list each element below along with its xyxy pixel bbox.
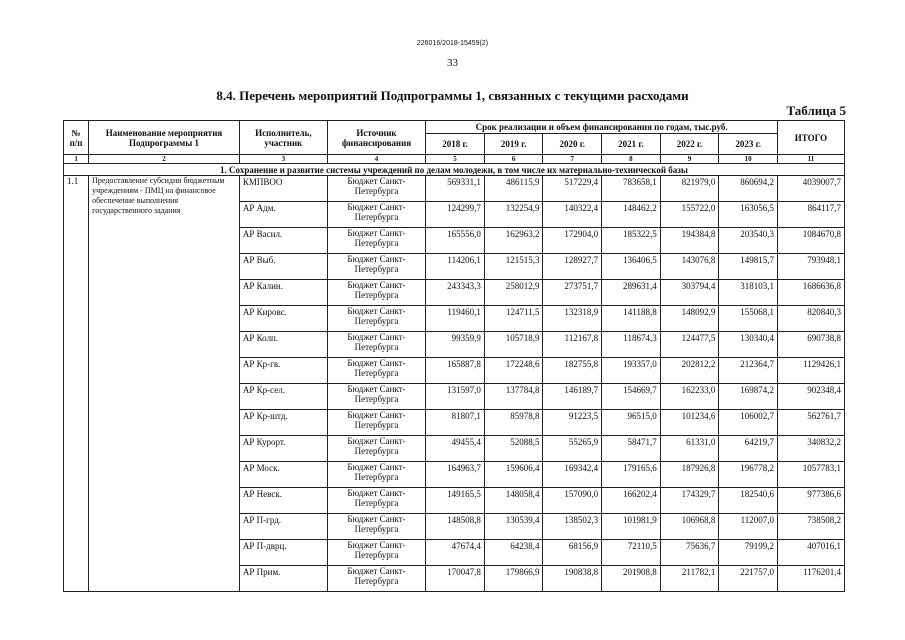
executor-cell: КМПВОО: [239, 176, 327, 202]
year-value-cell: 273751,7: [543, 280, 602, 306]
year-value-cell: 165887,8: [426, 358, 485, 384]
year-value-cell: 201908,8: [602, 566, 661, 592]
table-row: [64, 176, 845, 202]
year-value-cell: 132318,9: [543, 306, 602, 332]
source-cell: Бюджет Санкт-Петербурга: [327, 566, 425, 592]
column-number: 9: [660, 155, 719, 164]
year-value-cell: 124299,7: [426, 202, 485, 228]
total-cell: 407016,1: [777, 540, 844, 566]
year-value-cell: 182540,6: [719, 488, 778, 514]
header-year: 2019 г.: [484, 134, 543, 155]
year-value-cell: 169342,4: [543, 462, 602, 488]
header-year: 2023 г.: [719, 134, 778, 155]
year-value-cell: 569331,1: [426, 176, 485, 202]
year-value-cell: 166202,4: [602, 488, 661, 514]
year-value-cell: 243343,3: [426, 280, 485, 306]
year-value-cell: 55265,9: [543, 436, 602, 462]
year-value-cell: 182755,8: [543, 358, 602, 384]
source-cell: Бюджет Санкт-Петербурга: [327, 384, 425, 410]
total-cell: 977386,6: [777, 488, 844, 514]
year-value-cell: 105718,9: [484, 332, 543, 358]
executor-cell: АР Кр-штд.: [239, 410, 327, 436]
year-value-cell: 190838,8: [543, 566, 602, 592]
year-value-cell: 138502,3: [543, 514, 602, 540]
executor-cell: АР П-грд.: [239, 514, 327, 540]
year-value-cell: 162963,2: [484, 228, 543, 254]
header-executor: Исполнитель, участник: [239, 121, 327, 155]
total-cell: 864117,7: [777, 202, 844, 228]
year-value-cell: 114206,1: [426, 254, 485, 280]
year-value-cell: 85978,8: [484, 410, 543, 436]
total-cell: 793948,1: [777, 254, 844, 280]
year-value-cell: 106968,8: [660, 514, 719, 540]
year-value-cell: 146189,7: [543, 384, 602, 410]
year-value-cell: 172904,0: [543, 228, 602, 254]
item-name: Предоставление субсидии бюджетным учреждениям - ПМЦ на финансовое обеспечение выполнения государственного задания: [89, 176, 240, 592]
executor-cell: АР Кр-гв.: [239, 358, 327, 384]
year-value-cell: 211782,1: [660, 566, 719, 592]
year-value-cell: 174329,7: [660, 488, 719, 514]
year-value-cell: 130340,4: [719, 332, 778, 358]
year-value-cell: 318103,1: [719, 280, 778, 306]
executor-cell: АР Колп.: [239, 332, 327, 358]
executor-cell: АР Невск.: [239, 488, 327, 514]
year-value-cell: 58471,7: [602, 436, 661, 462]
header-year: 2022 г.: [660, 134, 719, 155]
header-year: 2021 г.: [602, 134, 661, 155]
year-value-cell: 68156,9: [543, 540, 602, 566]
header-period: Срок реализации и объем финансирования по годам, тыс.руб.: [426, 121, 778, 134]
executor-cell: АР Прим.: [239, 566, 327, 592]
total-cell: 340832,2: [777, 436, 844, 462]
executor-cell: АР Адм.: [239, 202, 327, 228]
total-cell: 4039007,7: [777, 176, 844, 202]
total-cell: 820840,3: [777, 306, 844, 332]
year-value-cell: 131597,0: [426, 384, 485, 410]
year-value-cell: 47674,4: [426, 540, 485, 566]
total-cell: 738508,2: [777, 514, 844, 540]
header-total: ИТОГО: [777, 121, 844, 155]
year-value-cell: 187926,8: [660, 462, 719, 488]
year-value-cell: 118674,3: [602, 332, 661, 358]
year-value-cell: 179866,9: [484, 566, 543, 592]
year-value-cell: 179165,6: [602, 462, 661, 488]
year-value-cell: 258012,9: [484, 280, 543, 306]
year-value-cell: 163056,5: [719, 202, 778, 228]
year-value-cell: 81807,1: [426, 410, 485, 436]
executor-cell: АР Калин.: [239, 280, 327, 306]
year-value-cell: 155722,0: [660, 202, 719, 228]
executor-cell: АР Курорт.: [239, 436, 327, 462]
year-value-cell: 202812,2: [660, 358, 719, 384]
year-value-cell: 149815,7: [719, 254, 778, 280]
year-value-cell: 121515,3: [484, 254, 543, 280]
column-number: 4: [327, 155, 425, 164]
source-cell: Бюджет Санкт-Петербурга: [327, 254, 425, 280]
year-value-cell: 203540,3: [719, 228, 778, 254]
source-cell: Бюджет Санкт-Петербурга: [327, 488, 425, 514]
year-value-cell: 132254,9: [484, 202, 543, 228]
column-number: 3: [239, 155, 327, 164]
year-value-cell: 159606,4: [484, 462, 543, 488]
column-number: 2: [89, 155, 240, 164]
year-value-cell: 486115,9: [484, 176, 543, 202]
page-number: 33: [447, 57, 458, 69]
year-value-cell: 155068,1: [719, 306, 778, 332]
year-value-cell: 61331,0: [660, 436, 719, 462]
total-cell: 1057783,1: [777, 462, 844, 488]
year-value-cell: 148462,2: [602, 202, 661, 228]
year-value-cell: 112007,0: [719, 514, 778, 540]
column-number: 6: [484, 155, 543, 164]
year-value-cell: 149165,5: [426, 488, 485, 514]
year-value-cell: 165556,0: [426, 228, 485, 254]
source-cell: Бюджет Санкт-Петербурга: [327, 436, 425, 462]
total-cell: 690738,8: [777, 332, 844, 358]
year-value-cell: 517229,4: [543, 176, 602, 202]
year-value-cell: 124477,5: [660, 332, 719, 358]
year-value-cell: 96515,0: [602, 410, 661, 436]
year-value-cell: 72110,5: [602, 540, 661, 566]
year-value-cell: 148092,9: [660, 306, 719, 332]
source-cell: Бюджет Санкт-Петербурга: [327, 202, 425, 228]
total-cell: 1129426,1: [777, 358, 844, 384]
total-cell: 1686636,8: [777, 280, 844, 306]
document-id: 226016/2018-15459(2): [416, 40, 489, 47]
year-value-cell: 52088,5: [484, 436, 543, 462]
year-value-cell: 79199,2: [719, 540, 778, 566]
year-value-cell: 821979,0: [660, 176, 719, 202]
source-cell: Бюджет Санкт-Петербурга: [327, 332, 425, 358]
year-value-cell: 140322,4: [543, 202, 602, 228]
source-cell: Бюджет Санкт-Петербурга: [327, 514, 425, 540]
activities-table: [63, 120, 845, 592]
source-cell: Бюджет Санкт-Петербурга: [327, 280, 425, 306]
executor-cell: АР П-дврц.: [239, 540, 327, 566]
year-value-cell: 860694,2: [719, 176, 778, 202]
year-value-cell: 194384,8: [660, 228, 719, 254]
column-number: 1: [64, 155, 89, 164]
year-value-cell: 148508,8: [426, 514, 485, 540]
year-value-cell: 101981,9: [602, 514, 661, 540]
year-value-cell: 212364,7: [719, 358, 778, 384]
source-cell: Бюджет Санкт-Петербурга: [327, 176, 425, 202]
year-value-cell: 75636,7: [660, 540, 719, 566]
year-value-cell: 169874,2: [719, 384, 778, 410]
year-value-cell: 303794,4: [660, 280, 719, 306]
item-index: 1.1: [64, 176, 89, 592]
year-value-cell: 106002,7: [719, 410, 778, 436]
total-cell: 902348,4: [777, 384, 844, 410]
column-number: 7: [543, 155, 602, 164]
table-label: Таблица 5: [786, 103, 846, 118]
year-value-cell: 119460,1: [426, 306, 485, 332]
header-year: 2018 г.: [426, 134, 485, 155]
year-value-cell: 99359,9: [426, 332, 485, 358]
year-value-cell: 196778,2: [719, 462, 778, 488]
section-title: 1. Сохранение и развитие системы учреждений по делам молодежи, в том числе их материально-технической базы: [64, 164, 845, 176]
year-value-cell: 193357,0: [602, 358, 661, 384]
header-year: 2020 г.: [543, 134, 602, 155]
executor-cell: АР Моск.: [239, 462, 327, 488]
year-value-cell: 162233,0: [660, 384, 719, 410]
year-value-cell: 101234,6: [660, 410, 719, 436]
year-value-cell: 128927,7: [543, 254, 602, 280]
year-value-cell: 143076,8: [660, 254, 719, 280]
year-value-cell: 783658,1: [602, 176, 661, 202]
column-number: 5: [426, 155, 485, 164]
year-value-cell: 49455,4: [426, 436, 485, 462]
executor-cell: АР Выб.: [239, 254, 327, 280]
year-value-cell: 164963,7: [426, 462, 485, 488]
total-cell: 1176201,4: [777, 566, 844, 592]
year-value-cell: 172248,6: [484, 358, 543, 384]
year-value-cell: 124711,5: [484, 306, 543, 332]
source-cell: Бюджет Санкт-Петербурга: [327, 306, 425, 332]
header-name: Наименование мероприятия Подпрограммы 1: [89, 121, 240, 155]
year-value-cell: 136406,5: [602, 254, 661, 280]
year-value-cell: 185322,5: [602, 228, 661, 254]
total-cell: 562761,7: [777, 410, 844, 436]
year-value-cell: 141188,8: [602, 306, 661, 332]
column-number: 8: [602, 155, 661, 164]
source-cell: Бюджет Санкт-Петербурга: [327, 358, 425, 384]
source-cell: Бюджет Санкт-Петербурга: [327, 410, 425, 436]
year-value-cell: 148058,4: [484, 488, 543, 514]
executor-cell: АР Кировс.: [239, 306, 327, 332]
year-value-cell: 154669,7: [602, 384, 661, 410]
year-value-cell: 64238,4: [484, 540, 543, 566]
source-cell: Бюджет Санкт-Петербурга: [327, 462, 425, 488]
year-value-cell: 137784,8: [484, 384, 543, 410]
executor-cell: АР Васил.: [239, 228, 327, 254]
year-value-cell: 157090,0: [543, 488, 602, 514]
year-value-cell: 91223,5: [543, 410, 602, 436]
year-value-cell: 64219,7: [719, 436, 778, 462]
column-number: 10: [719, 155, 778, 164]
column-number: 11: [777, 155, 844, 164]
year-value-cell: 130539,4: [484, 514, 543, 540]
year-value-cell: 289631,4: [602, 280, 661, 306]
header-source: Источник финансирования: [327, 121, 425, 155]
section-heading: 8.4. Перечень мероприятий Подпрограммы 1, связанных с текущими расходами: [216, 88, 689, 103]
year-value-cell: 221757,0: [719, 566, 778, 592]
source-cell: Бюджет Санкт-Петербурга: [327, 228, 425, 254]
source-cell: Бюджет Санкт-Петербурга: [327, 540, 425, 566]
year-value-cell: 170047,8: [426, 566, 485, 592]
year-value-cell: 112167,8: [543, 332, 602, 358]
total-cell: 1084670,8: [777, 228, 844, 254]
executor-cell: АР Кр-сел.: [239, 384, 327, 410]
header-num: № п/п: [64, 121, 89, 155]
